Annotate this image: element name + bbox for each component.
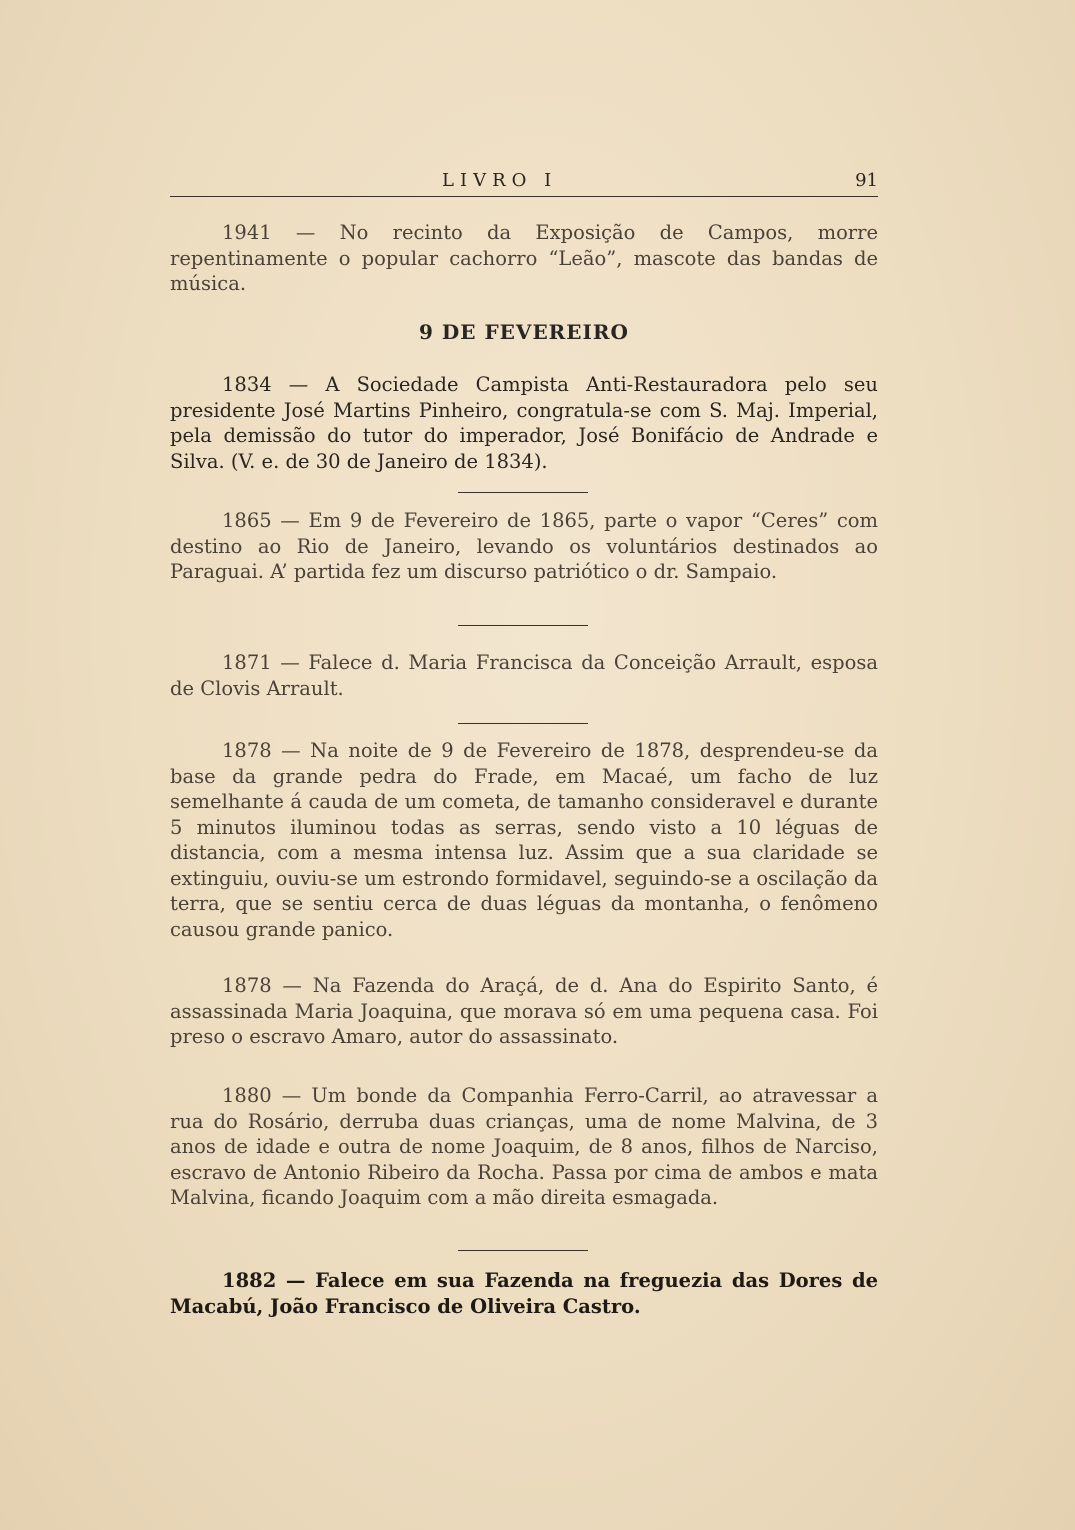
entry-1878-a: 1878 — Na noite de 9 de Fevereiro de 1878, desprendeu-se da base da grande pedra do Frade, em Macaé, um facho de luz semelhante á cauda de um cometa, de tamanho consideravel e durante 5 minutos iluminou todas as serras, sendo visto a 10 léguas de distancia, com a mesma intensa luz. Assim que a sua claridade se extinguiu, ouviu-se um estrondo formidavel, seguindo-se a oscilação da terra, que se sentiu cerca de duas léguas da montanha, o fenômeno causou grande panico. bbox=[170, 739, 878, 941]
separator-rule bbox=[458, 723, 588, 724]
entry-1882: 1882 — Falece em sua Fazenda na freguezia das Dores de Macabú, João Francisco de Oliveira Castro. bbox=[170, 1269, 878, 1318]
entry-1878-b: 1878 — Na Fazenda do Araçá, de d. Ana do Espirito Santo, é assassinada Maria Joaquina, que morava só em uma pequena casa. Foi preso o escravo Amaro, autor do assassinato. bbox=[170, 974, 878, 1048]
running-title: LIVRO I bbox=[442, 170, 558, 191]
section-heading: 9 DE FEVEREIRO bbox=[419, 320, 629, 344]
entry-1871: 1871 — Falece d. Maria Francisca da Conceição Arrault, esposa de Clovis Arrault. bbox=[170, 651, 878, 700]
entry-1834: 1834 — A Sociedade Campista Anti-Restauradora pelo seu presidente José Martins Pinheiro, congratula-se com S. Maj. Imperial, pela demissão do tutor do imperador, José Bonifácio de Andrade e Silva. (V. e. de 30 de Janeiro de 1834). bbox=[170, 373, 878, 473]
separator-rule bbox=[458, 1250, 588, 1251]
page-number: 91 bbox=[855, 170, 878, 191]
separator-rule bbox=[458, 625, 588, 626]
separator-rule bbox=[458, 492, 588, 493]
running-header bbox=[170, 170, 878, 197]
entry-1941: 1941 — No recinto da Exposição de Campos, morre repentinamente o popular cachorro “Leão”, mascote das bandas de música. bbox=[170, 221, 878, 295]
entry-1865: 1865 — Em 9 de Fevereiro de 1865, parte o vapor “Ceres” com destino ao Rio de Janeiro, levando os voluntários destinados ao Paraguai. A’ partida fez um discurso patriótico o dr. Sampaio. bbox=[170, 509, 878, 583]
entry-1880: 1880 — Um bonde da Companhia Ferro-Carril, ao atravessar a rua do Rosário, derruba duas crianças, uma de nome Malvina, de 3 anos de idade e outra de nome Joaquim, de 8 anos, filhos de Narciso, escravo de Antonio Ribeiro da Rocha. Passa por cima de ambos e mata Malvina, ficando Joaquim com a mão direita esmagada. bbox=[170, 1084, 878, 1209]
